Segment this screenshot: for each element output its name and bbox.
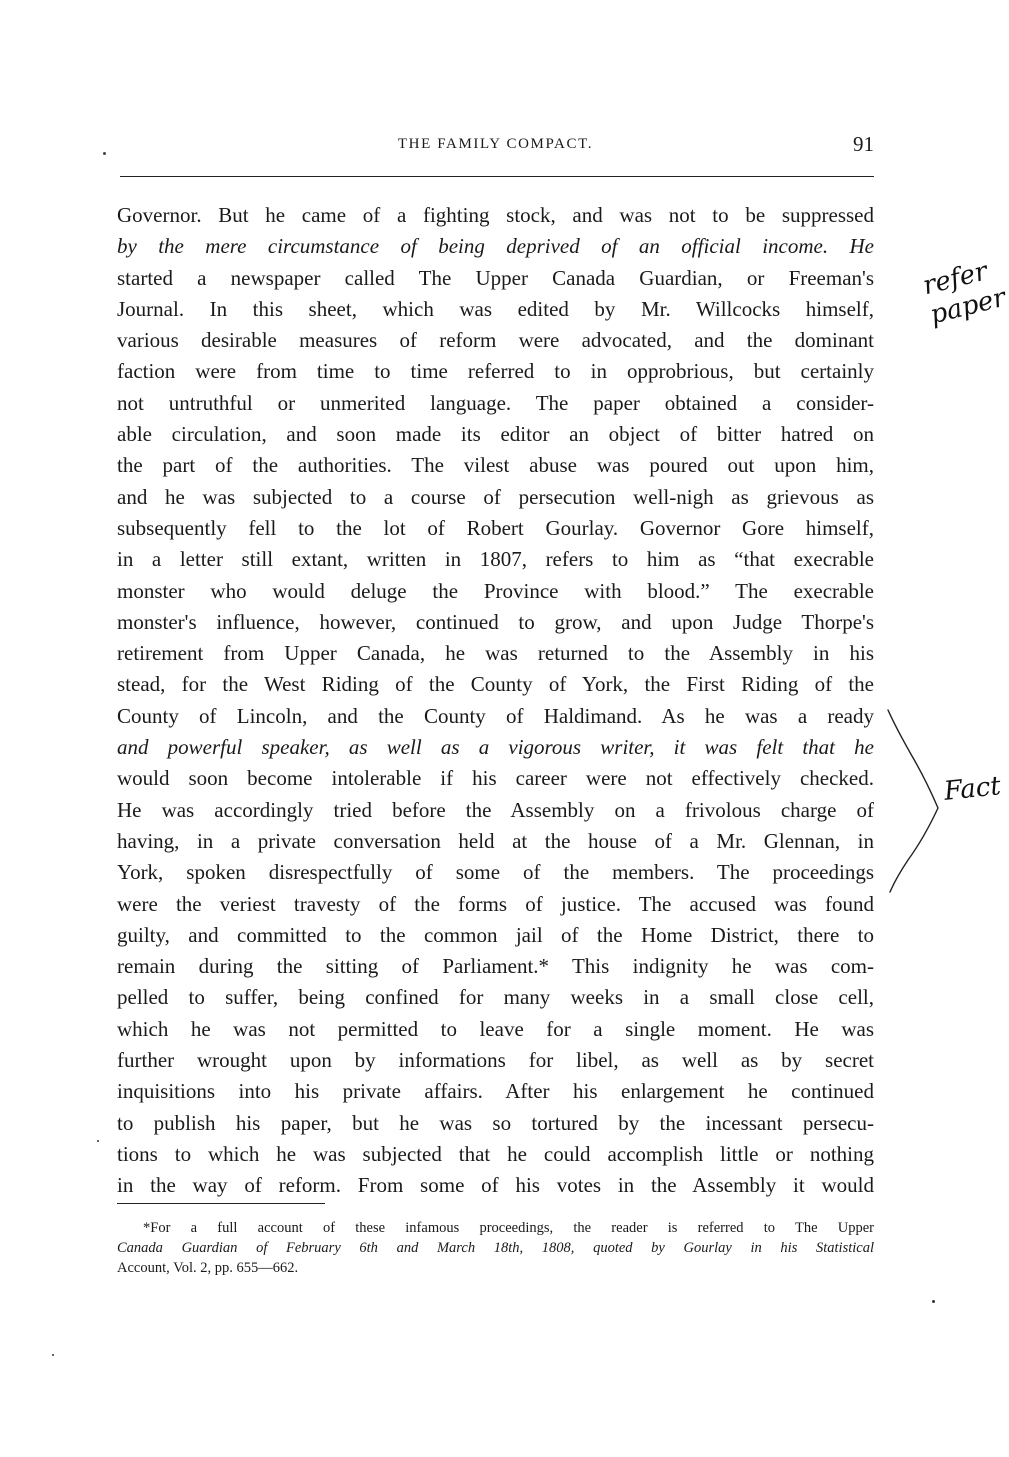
footnote-line: Account, Vol. 2, pp. 655—662.	[117, 1260, 299, 1276]
body-line: and powerful speaker, as well as a vigorous writer, it was felt that he	[117, 735, 874, 760]
body-line: guilty, and committed to the common jail of the Home District, there to	[117, 922, 874, 947]
body-line: inquisitions into his private affairs. After his enlargement he continued	[117, 1079, 874, 1104]
body-line: pelled to suffer, being confined for many weeks in a small close cell,	[117, 985, 874, 1010]
stray-dot	[932, 1300, 935, 1303]
stray-dot	[103, 152, 106, 155]
body-line: in a letter still extant, written in 1807, refers to him as “that execrable	[117, 547, 874, 572]
body-line: in the way of reform. From some of his votes in the Assembly it would	[117, 1173, 874, 1198]
body-line: retirement from Upper Canada, he was returned to the Assembly in his	[117, 641, 874, 666]
body-line: were the veriest travesty of the forms of justice. The accused was found	[117, 891, 874, 916]
footnote	[117, 1218, 874, 1278]
body-line: and he was subjected to a course of persecution well-nigh as grievous as	[117, 484, 874, 509]
body-line: Journal. In this sheet, which was edited by Mr. Willcocks himself,	[117, 296, 874, 321]
body-line: by the mere circumstance of being deprived of an official income. He	[117, 234, 874, 259]
margin-bracket-mark	[886, 708, 946, 894]
stray-dot	[97, 1140, 99, 1142]
body-line: County of Lincoln, and the County of Haldimand. As he was a ready	[117, 703, 874, 728]
header-rule	[120, 176, 874, 177]
body-line: to publish his paper, but he was so tortured by the incessant persecu-	[117, 1110, 874, 1135]
page-number: 91	[853, 132, 874, 156]
body-line: further wrought upon by informations for libel, as well as by secret	[117, 1048, 874, 1073]
body-line: various desirable measures of reform were advocated, and the dominant	[117, 328, 874, 353]
body-text	[117, 200, 874, 1202]
body-line: tions to which he was subjected that he could accomplish little or nothing	[117, 1141, 874, 1166]
footnote-line: Canada Guardian of February 6th and March 18th, 1808, quoted by Gourlay in his Statistical	[117, 1240, 874, 1256]
handwritten-margin-note: refer paper	[919, 256, 1009, 331]
body-line: monster who would deluge the Province with blood.” The execrable	[117, 578, 874, 603]
running-head	[117, 132, 874, 162]
handwritten-margin-note: Fact	[942, 771, 1003, 807]
body-line: started a newspaper called The Upper Canada Guardian, or Freeman's	[117, 265, 874, 290]
body-line: able circulation, and soon made its editor an object of bitter hatred on	[117, 422, 874, 447]
body-line: would soon become intolerable if his career were not effectively checked.	[117, 766, 874, 791]
body-line: stead, for the West Riding of the County of York, the First Riding of the	[117, 672, 874, 697]
running-title: THE FAMILY COMPACT.	[397, 136, 594, 152]
body-line: not untruthful or unmerited language. The paper obtained a consider-	[117, 390, 874, 415]
footnote-rule	[117, 1203, 325, 1204]
body-line: York, spoken disrespectfully of some of the members. The proceedings	[117, 860, 874, 885]
footnote-line: *For a full account of these infamous proceedings, the reader is referred to The Upper	[143, 1220, 874, 1236]
body-line: having, in a private conversation held at the house of a Mr. Glennan, in	[117, 828, 874, 853]
body-line: monster's influence, however, continued to grow, and upon Judge Thorpe's	[117, 609, 874, 634]
body-line: Governor. But he came of a fighting stock, and was not to be suppressed	[117, 203, 874, 227]
stray-dot	[52, 1354, 54, 1356]
body-line: the part of the authorities. The vilest abuse was poured out upon him,	[117, 453, 874, 478]
body-line: which he was not permitted to leave for a single moment. He was	[117, 1016, 874, 1041]
body-line: subsequently fell to the lot of Robert Gourlay. Governor Gore himself,	[117, 515, 874, 540]
body-line: faction were from time to time referred to in opprobrious, but certainly	[117, 359, 874, 384]
body-line: He was accordingly tried before the Assembly on a frivolous charge of	[117, 797, 874, 822]
body-line: remain during the sitting of Parliament.* This indignity he was com-	[117, 954, 874, 979]
